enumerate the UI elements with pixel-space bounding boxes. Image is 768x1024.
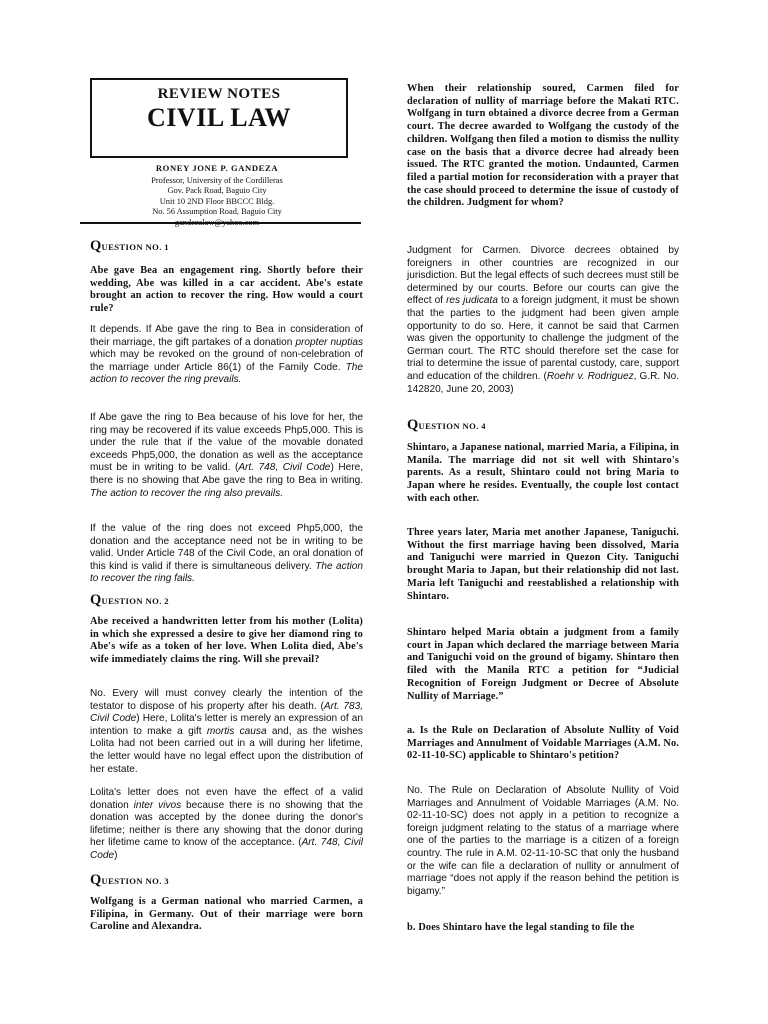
question-4-heading: QUESTION NO. 4 [407,417,487,433]
question-1-answer-3: If the value of the ring does not exceed Php5,000, the donation and the acceptance need not be in writing to be valid. Under Article 748 of the Civil Code, an oral donation of this kind is valid if there is simultaneous delivery. The action to recover the ring fails. [90,523,363,585]
author-line-1: Professor, University of the Cordilleras [151,175,283,185]
document-title: CIVIL LAW [147,103,291,132]
question-4-paragraph-3: Shintaro helped Maria obtain a judgment from a family court in Japan which declared the marriage between Maria and Taniguchi void on the ground of bigamy. Shintaro then filed with the Manila RTC a petition for “Judicial Recognition of Foreign Judgment or Decree of Absolute Nullity of Marriage.” [407,627,679,702]
question-3-text-part-2: When their relationship soured, Carmen filed for declaration of nullity of marriage before the Makati RTC. Wolfgang in turn obtained a divorce decree from a German court. The decree awarded to Wolfgang the custody of the children. Wolfgang then filed a motion to dismiss the nullity case on the basis that a divorce decree had already been issued. The RTC granted the motion. Undaunted, Carmen filed a partial motion for reconsideration with a prayer that the case should proceed to determine the issue of custody of the children. Judgment for whom? [407,83,679,209]
question-4-paragraph-2: Three years later, Maria met another Japanese, Taniguchi. Without the first marriage having been dissolved, Maria and Taniguchi were married in Quezon City. Taniguchi brought Maria to Japan, but their relationship did not last. Maria left Taniguchi and reestablished a relationship with Shintaro. [407,527,679,602]
review-notes-label: REVIEW NOTES [157,86,281,102]
question-4-sub-question-a: a. Is the Rule on Declaration of Absolute Nullity of Void Marriages and Annulment of Voidable Marriages (A.M. No. 02-11-10-SC) applicable to Shintaro's petition? [407,725,679,762]
question-1-answer-2: If Abe gave the ring to Bea because of his love for her, the ring may be recovered if its value exceeds Php5,000. This is under the rule that if the value of the movable donated exceeds Php5,000, the donation as well as the acceptance must be in writing to be valid. (Art. 748, Civil Code) Here, there is no showing that Abe gave the ring to Bea in writing. The action to recover the ring also prevails. [90,412,363,499]
question-4-paragraph-1: Shintaro, a Japanese national, married Maria, a Filipina, in Manila. The marriage did not sit well with Shintaro's parents. As a result, Shintaro could not bring Maria to Japan where he resides. Eventually, the couple lost contact with each other. [407,442,679,504]
question-4-sub-question-b: b. Does Shintaro have the legal standing to file the [407,922,635,933]
question-2-text: Abe received a handwritten letter from his mother (Lolita) in which she expressed a desire to give her diamond ring to Abe's wife as a token of her love. When Lolita died, Abe's wife immediately claims the ring. Will she prevail? [90,616,363,666]
author-line-4: No. 56 Assumption Road, Baguio City [152,207,282,217]
question-1-text: Abe gave Bea an engagement ring. Shortly before their wedding, Abe was killed in a car accident. Abe's estate brought an action to recover the ring. How would a court rule? [90,265,363,315]
question-3-heading: QUESTION NO. 3 [90,872,170,888]
header-divider [80,222,361,224]
question-3-text-part-1: Wolfgang is a German national who married Carmen, a Filipina, in Germany. Out of their marriage were born Caroline and Alexandra. [90,896,363,933]
title-box [90,78,348,158]
author-line-3: Unit 10 2ND Floor BBCCC Bldg. [159,196,275,206]
question-4-answer-a: No. The Rule on Declaration of Absolute Nullity of Void Marriages and Annulment of Voidable Marriages (A.M. No. 02-11-10-SC) does not apply in a petition to recognize a foreign judgment relating to the status of a marriage where one of the parties to the marriage is a citizen of a foreign country. The rule in A.M. 02-11-10-SC that only the husband or the wife can file a declaration of nullity or annulment of marriage “does not apply if the reason behind the petition is bigamy.” [407,785,679,897]
question-1-heading: QUESTION NO. 1 [90,238,170,254]
author-name: RONEY JONE P. GANDEZA [155,163,279,173]
author-block [90,163,344,229]
question-3-answer: Judgment for Carmen. Divorce decrees obtained by foreigners in other countries are recognized in our jurisdiction. But the legal effects of such decrees must still be determined by our courts. Before our courts can give the effect of res judicata to a foreign judgment, it must be shown that the parties to the judgment had been given ample opportunity to do so. Here, it cannot be said that Carmen was given the opportunity to challenge the judgment of the German court. The RTC should therefore set the case for trial to determine the issue of parental custody, care, support and education of the children. (Roehr v. Rodriguez, G.R. No. 142820, June 20, 2003) [407,245,680,395]
author-email: gandezalaw@yahoo.com [174,217,260,227]
author-line-2: Gov. Pack Road, Baguio City [167,186,267,196]
question-2-answer-2: Lolita's letter does not even have the effect of a valid donation inter vivos because there is no showing that the donation was accepted by the donee during the donor's lifetime; neither is there any showing that the donor during her lifetime came to know of the acceptance. (Art. 748, Civil Code) [90,787,363,861]
question-1-answer-1: It depends. If Abe gave the ring to Bea in consideration of their marriage, the gift partakes of a donation propter nuptias which may be revoked on the ground of non-celebration of the marriage under Article 86(1) of the Family Code. The action to recover the ring prevails. [90,324,363,386]
question-2-answer-1: No. Every will must convey clearly the intention of the testator to dispose of his property after his death. (Art. 783, Civil Code) Here, Lolita's letter is merely an expression of an intention to make a gift mortis causa and, as the wishes Lolita had not been carried out in a will during her lifetime, the letter would have no legal effect upon the distribution of her estate. [90,688,364,775]
question-2-heading: QUESTION NO. 2 [90,592,170,608]
